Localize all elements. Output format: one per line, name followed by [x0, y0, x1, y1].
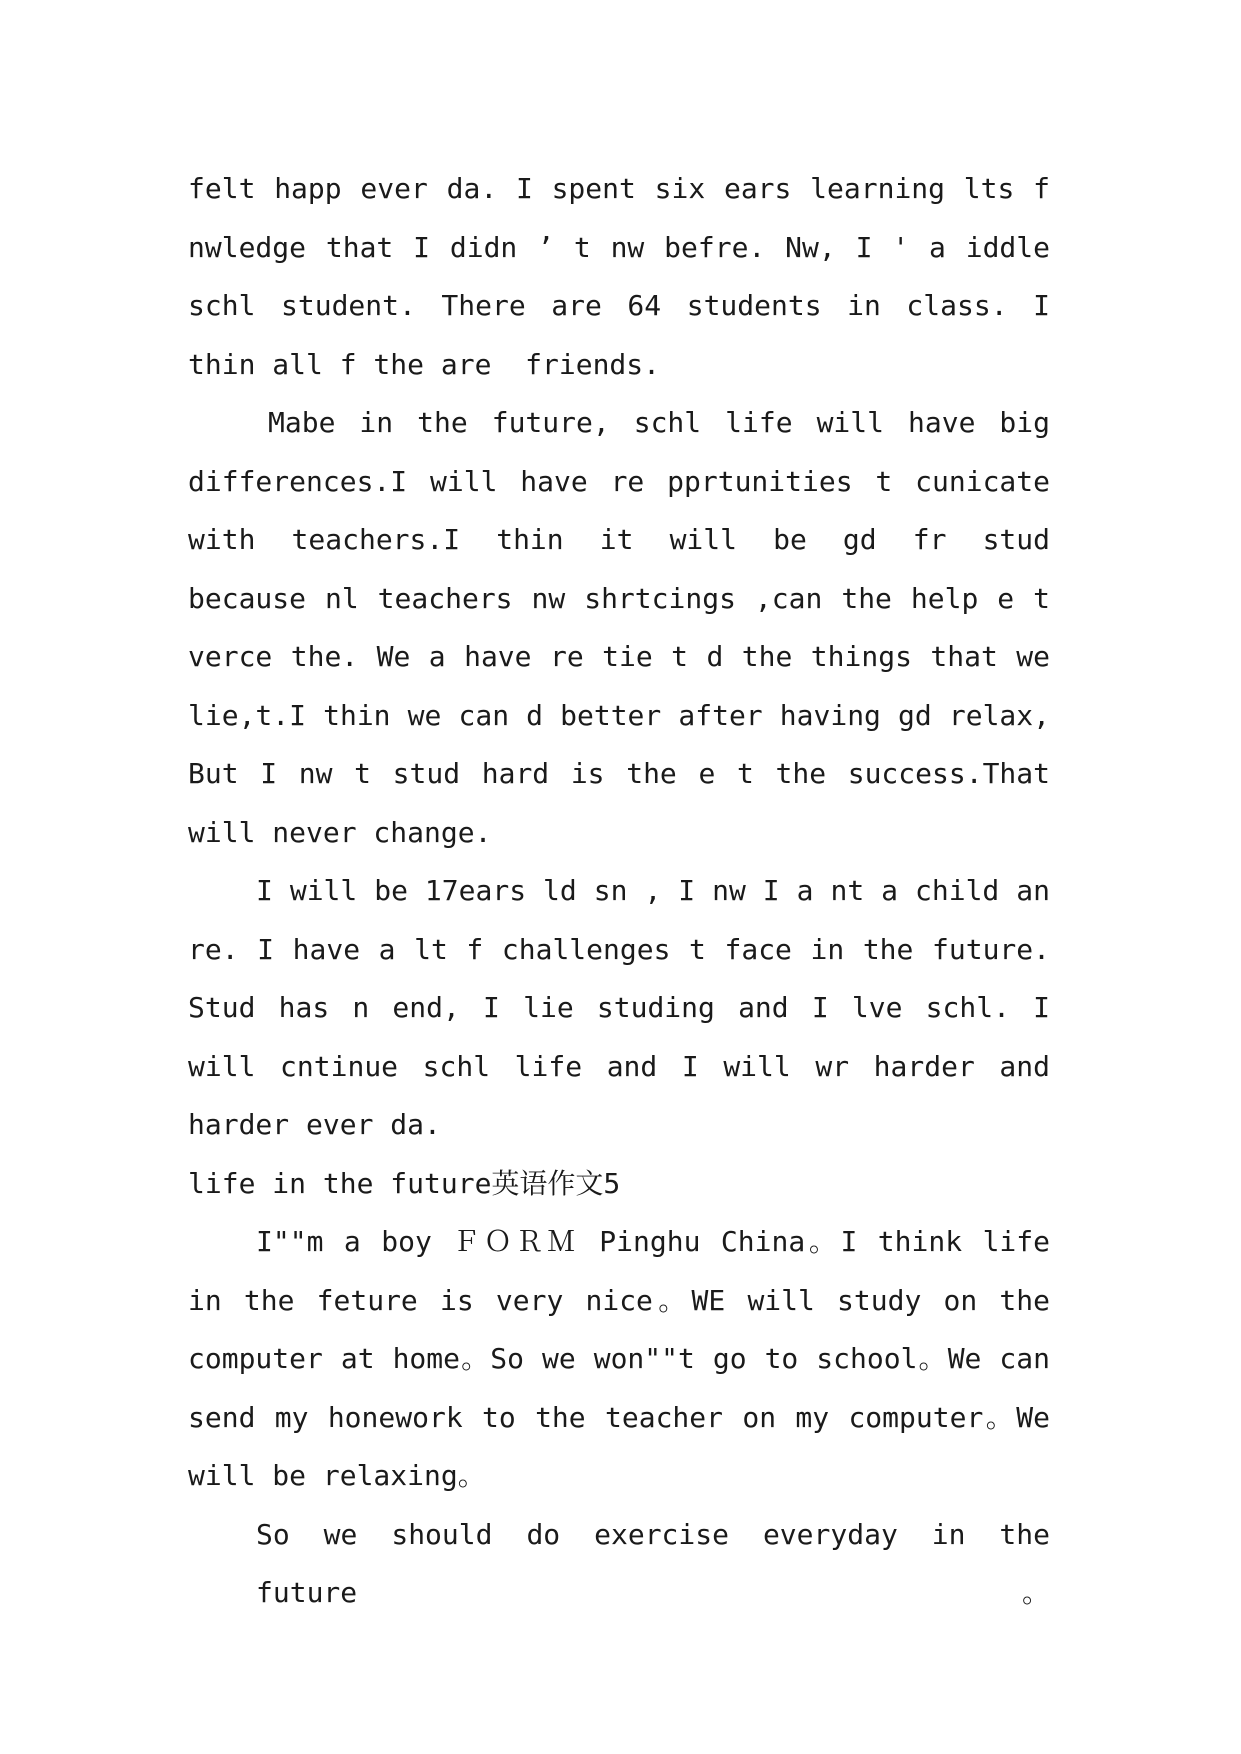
text-line: send my honework to the teacher on my computer。We: [188, 1400, 1050, 1434]
text-line: will never change.: [188, 815, 492, 849]
text-line: will be relaxing。: [188, 1459, 486, 1492]
text-line: lie,t.I thin we can d better after having gd relax,: [188, 698, 1050, 732]
section-heading: life in the future英语作文5: [188, 1166, 621, 1200]
text-line: thin all f the are friends.: [188, 347, 661, 381]
paragraph-first-line: I will be 17ears ld sn , I nw I a nt a child an: [256, 874, 1050, 907]
text-line: because nl teachers nw shrtcings ,can the help e t: [188, 581, 1050, 615]
text-line: computer at home。So we won""t go to school。We can: [188, 1342, 1050, 1375]
document-body: [188, 160, 1050, 1609]
text-line: with teachers.I thin it will be gd fr stud: [188, 523, 1050, 556]
text-line: in the feture is very nice。WE will study on the: [188, 1283, 1050, 1317]
paragraph-first-line: Mabe in the future, schl life will have big: [268, 406, 1050, 439]
text-line: verce the. We a have re tie t d the things that we: [188, 640, 1050, 673]
text-line: harder ever da.: [188, 1108, 441, 1141]
text-line: will cntinue schl life and I will wr harder and: [188, 1049, 1050, 1083]
text-line: schl student. There are 64 students in class. I: [188, 289, 1050, 322]
paragraph-first-line: So we should do exercise everyday in the future。: [256, 1517, 1050, 1609]
text-line: re. I have a lt f challenges t face in the future.: [188, 932, 1050, 966]
text-line: Stud has n end, I lie studing and I lve schl. I: [188, 991, 1050, 1024]
text-line: differences.I will have re pprtunities t cunicate: [188, 464, 1050, 498]
text-line: felt happ ever da. I spent six ears learning lts f: [188, 172, 1050, 205]
paragraph-first-line: I""m a boy ＦＯＲＭ Pinghu China。I think life: [256, 1225, 1050, 1258]
text-line: nwledge that I didn ’ t nw befre. Nw, I ' a iddle: [188, 230, 1050, 264]
text-line: But I nw t stud hard is the e t the success.That: [188, 757, 1050, 790]
